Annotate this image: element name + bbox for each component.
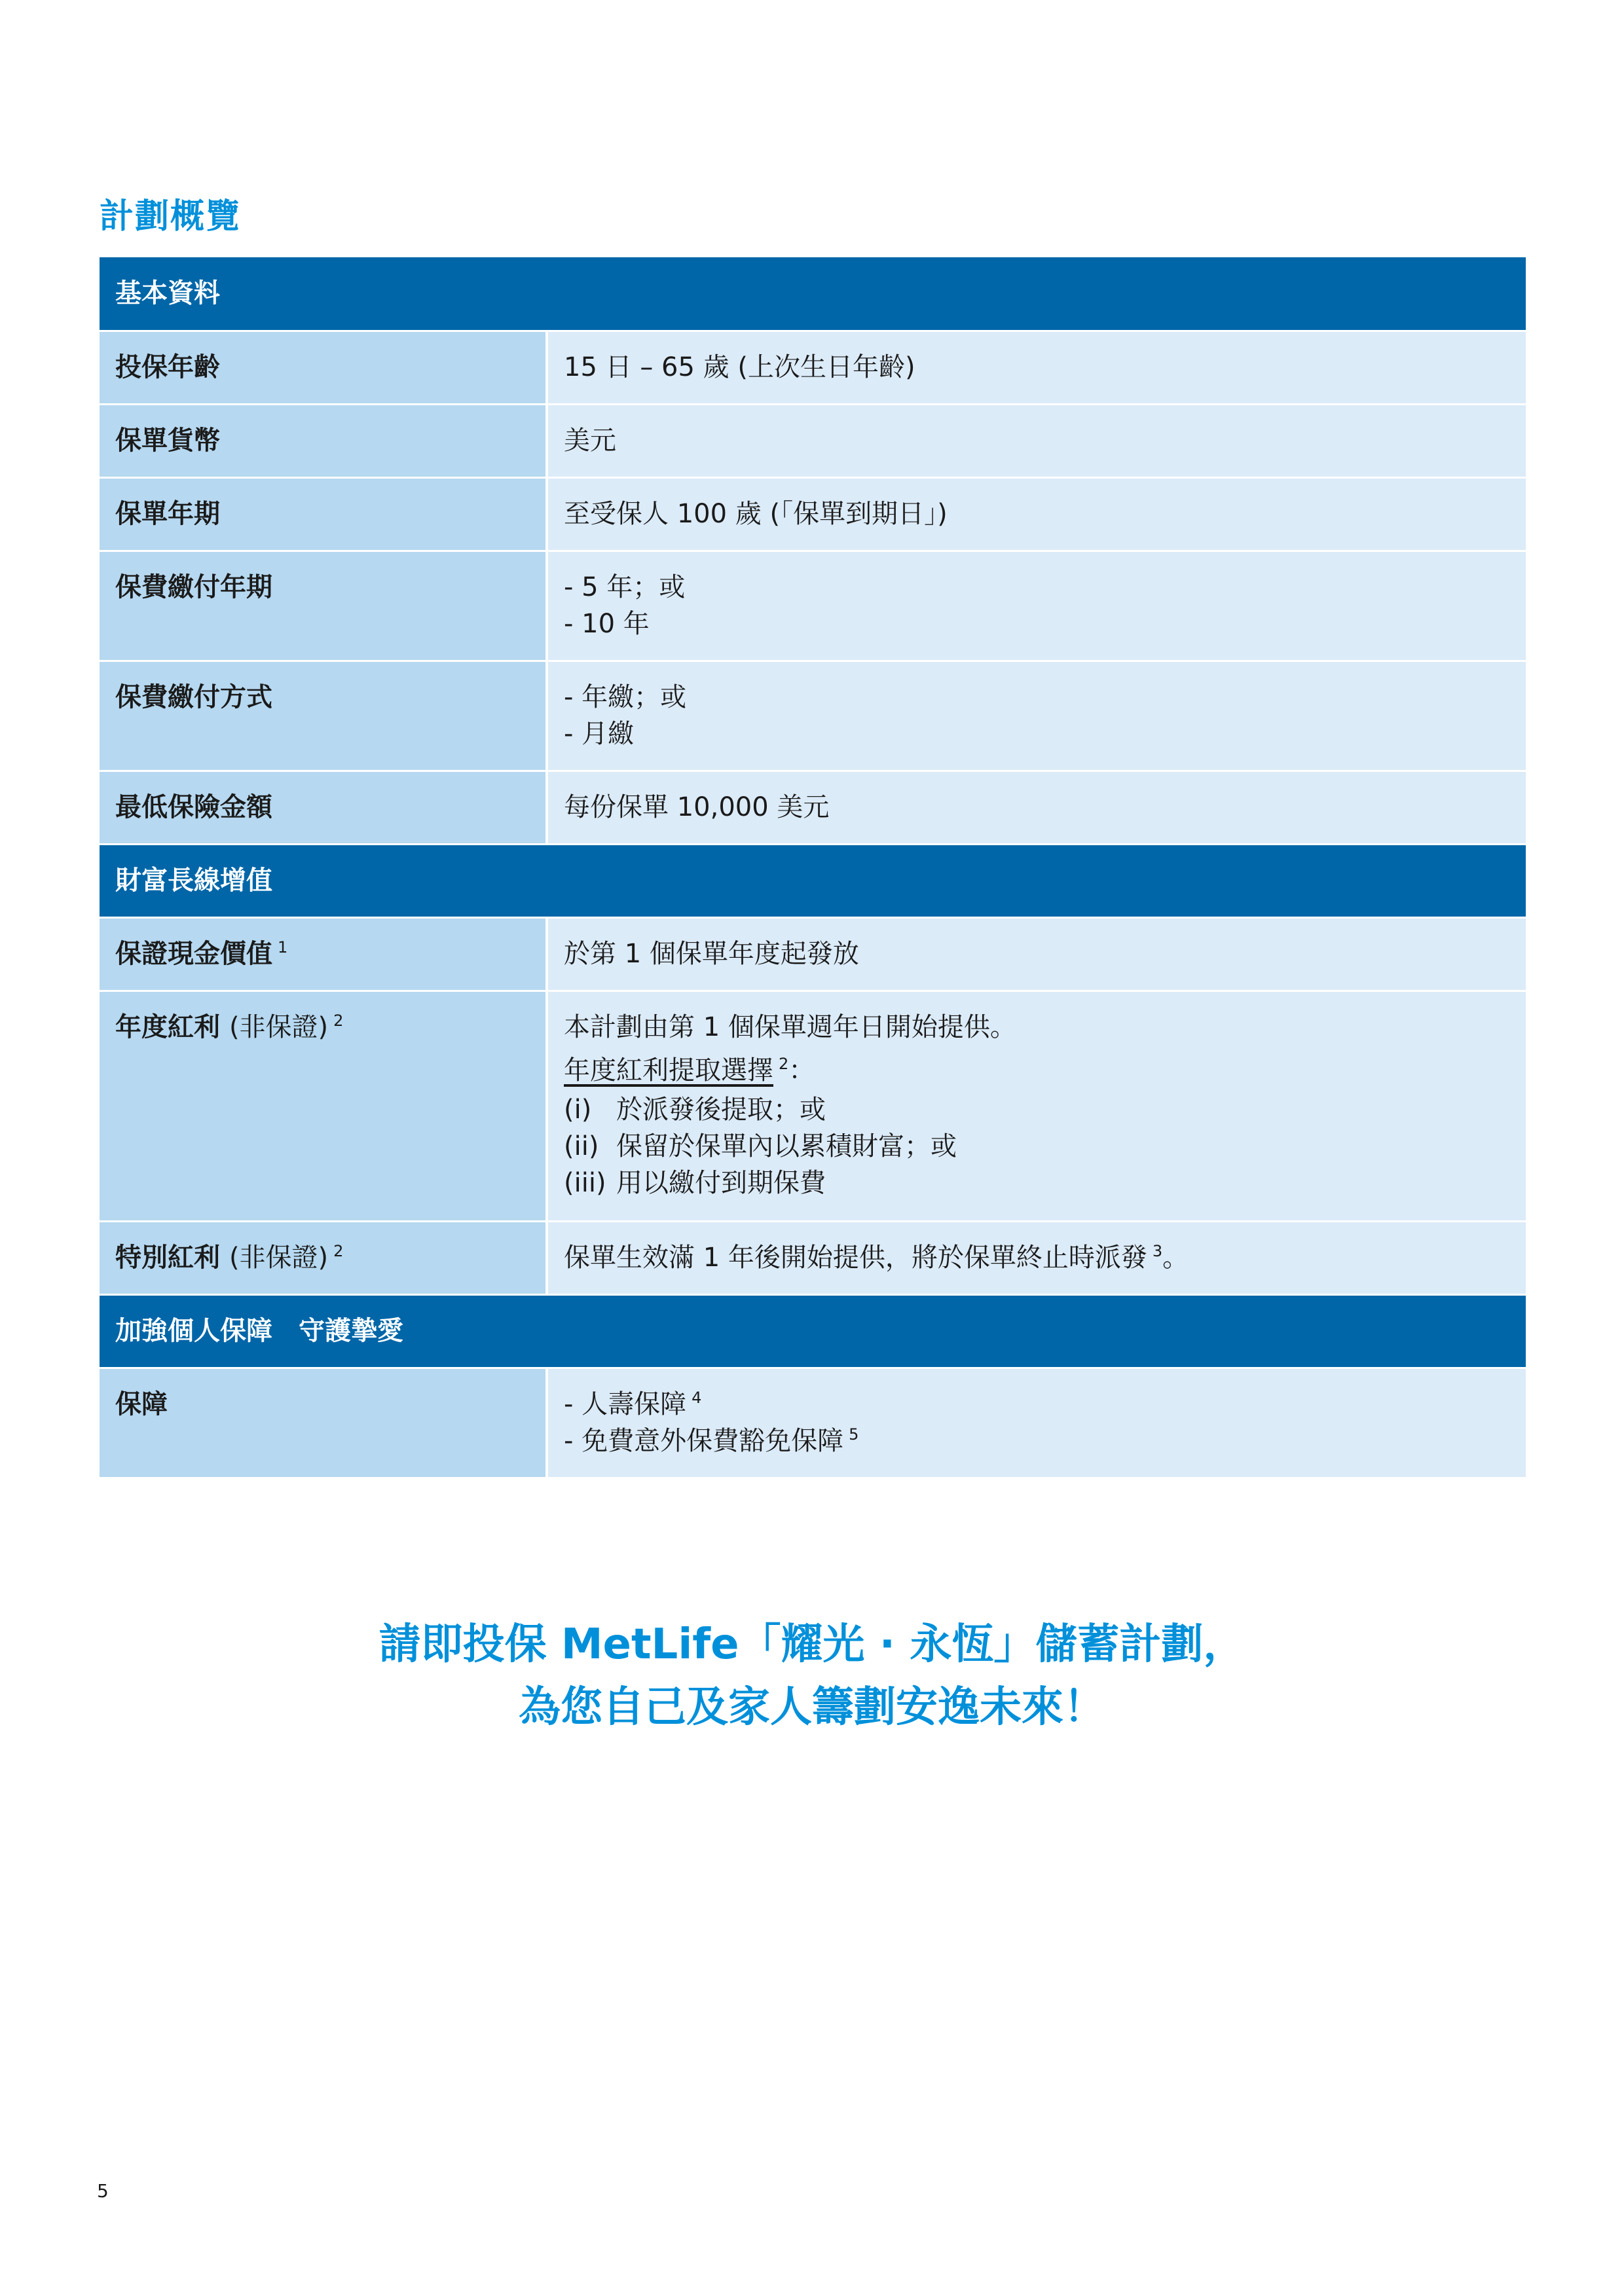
row-label bbox=[100, 991, 547, 1221]
option-text: 用以繳付到期保費 bbox=[616, 1167, 826, 1198]
row-label bbox=[100, 1221, 547, 1294]
table-row bbox=[100, 917, 1526, 991]
value-suffix: 。 bbox=[1162, 1242, 1189, 1273]
row-label: 保費繳付年期 bbox=[100, 551, 547, 661]
footnote-marker: 1 bbox=[278, 938, 288, 957]
value-line bbox=[564, 1423, 1510, 1459]
value-sub-heading-line bbox=[564, 1052, 1510, 1089]
footnote-marker: 3 bbox=[1152, 1242, 1163, 1261]
table-row bbox=[100, 404, 1526, 477]
section-header-basic-info: 基本資料 bbox=[100, 257, 1526, 331]
option-marker: (i) bbox=[564, 1094, 592, 1125]
row-value bbox=[547, 551, 1526, 661]
value-line: - 5 年；或 bbox=[564, 572, 686, 602]
value-line: - 年繳；或 bbox=[564, 682, 687, 712]
table-row bbox=[100, 991, 1526, 1221]
row-label: 保單年期 bbox=[100, 477, 547, 551]
row-label: 最低保險金額 bbox=[100, 771, 547, 844]
option-item bbox=[564, 1091, 1510, 1128]
row-label: 投保年齡 bbox=[100, 331, 547, 404]
value-line bbox=[564, 1386, 1510, 1423]
table-row bbox=[100, 771, 1526, 844]
call-to-action bbox=[0, 1613, 1624, 1739]
section-header-row bbox=[100, 1294, 1526, 1368]
row-value: 於第 1 個保單年度起發放 bbox=[547, 917, 1526, 991]
option-item bbox=[564, 1128, 1510, 1165]
row-label-text: 年度紅利 bbox=[115, 1011, 220, 1042]
section-header-row bbox=[100, 844, 1526, 917]
value-sub-heading-suffix: ： bbox=[788, 1055, 815, 1085]
value-item-text: - 人壽保障 bbox=[564, 1389, 687, 1419]
value-intro: 本計劃由第 1 個保單週年日開始提供。 bbox=[564, 1011, 1016, 1042]
page-number: 5 bbox=[97, 2180, 109, 2202]
footnote-marker: 2 bbox=[779, 1055, 789, 1074]
footnote-marker: 4 bbox=[692, 1389, 702, 1408]
table-row bbox=[100, 331, 1526, 404]
row-label-text: 特別紅利 bbox=[115, 1242, 220, 1273]
row-value bbox=[547, 1368, 1526, 1478]
row-label-note: (非保證) bbox=[229, 1242, 329, 1273]
table-row bbox=[100, 1221, 1526, 1294]
row-value: 美元 bbox=[547, 404, 1526, 477]
table-row bbox=[100, 551, 1526, 661]
row-value: 每份保單 10,000 美元 bbox=[547, 771, 1526, 844]
table-row bbox=[100, 1368, 1526, 1478]
table-row bbox=[100, 477, 1526, 551]
value-item-text: - 免費意外保費豁免保障 bbox=[564, 1425, 844, 1456]
page-title: 計劃概覽 bbox=[100, 197, 242, 236]
plan-summary-table bbox=[100, 257, 1526, 1479]
footnote-marker: 5 bbox=[849, 1425, 859, 1444]
table-row bbox=[100, 661, 1526, 771]
value-line: - 月繳 bbox=[564, 718, 635, 749]
section-header-wealth-growth: 財富長線增值 bbox=[100, 844, 1526, 917]
row-value: 至受保人 100 歲 (「保單到期日」) bbox=[547, 477, 1526, 551]
row-value bbox=[547, 991, 1526, 1221]
cta-line-2: 為您自己及家人籌劃安逸未來！ bbox=[519, 1683, 1105, 1732]
option-text: 保留於保單內以累積財富；或 bbox=[616, 1131, 957, 1161]
value-sub-heading: 年度紅利提取選擇 bbox=[564, 1055, 773, 1085]
row-label: 保費繳付方式 bbox=[100, 661, 547, 771]
value-text: 保單生效滿 1 年後開始提供，將於保單終止時派發 bbox=[564, 1242, 1147, 1273]
row-value bbox=[547, 1221, 1526, 1294]
row-label: 保障 bbox=[100, 1368, 547, 1478]
option-item bbox=[564, 1165, 1510, 1201]
footnote-marker: 2 bbox=[333, 1242, 344, 1261]
value-line: - 10 年 bbox=[564, 608, 650, 639]
row-label-text: 保證現金價值 bbox=[115, 938, 272, 969]
option-marker: (ii) bbox=[564, 1131, 599, 1161]
section-header-row bbox=[100, 257, 1526, 331]
row-value: 15 日 – 65 歲 (上次生日年齡) bbox=[547, 331, 1526, 404]
row-label bbox=[100, 917, 547, 991]
row-value bbox=[547, 661, 1526, 771]
option-marker: (iii) bbox=[564, 1167, 606, 1198]
row-label-note: (非保證) bbox=[229, 1011, 329, 1042]
option-text: 於派發後提取；或 bbox=[616, 1094, 826, 1125]
section-header-protection: 加強個人保障 守護摯愛 bbox=[100, 1294, 1526, 1368]
row-label: 保單貨幣 bbox=[100, 404, 547, 477]
footnote-marker: 2 bbox=[333, 1011, 344, 1030]
cta-line-1: 請即投保 MetLife「耀光 · 永恆」儲蓄計劃， bbox=[378, 1620, 1246, 1669]
